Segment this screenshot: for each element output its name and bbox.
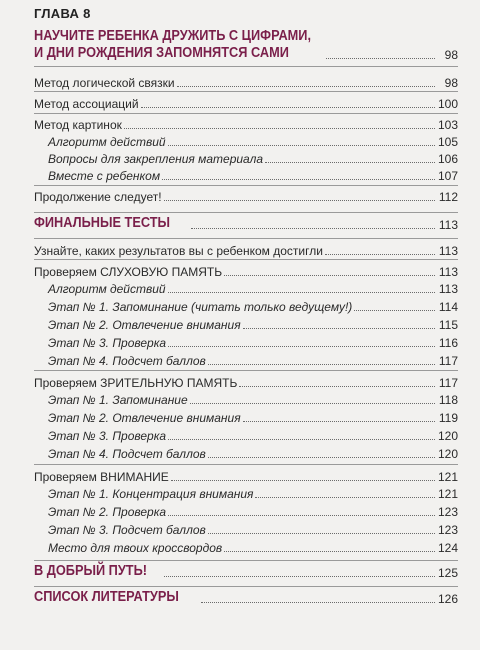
dot-leader [325, 254, 435, 255]
toc-page-number: 105 [437, 135, 458, 149]
toc-entry-text: Продолжение следует! [34, 190, 162, 204]
toc-entry-text: ФИНАЛЬНЫЕ ТЕСТЫ [34, 215, 171, 231]
toc-entry-text: В ДОБРЫЙ ПУТЬ! [34, 563, 147, 579]
toc-entry[interactable] [34, 72, 458, 90]
toc-entry-text: Вместе с ребенком [48, 169, 161, 183]
toc-entry-section[interactable] [34, 562, 458, 580]
divider [34, 259, 458, 260]
dot-leader [191, 228, 435, 229]
toc-entry-text: Этап № 4. Подсчет баллов [48, 354, 206, 368]
toc-entry[interactable] [34, 114, 458, 132]
divider [34, 238, 458, 239]
toc-entry-section[interactable] [34, 214, 458, 232]
toc-entry[interactable] [34, 443, 458, 461]
toc-entry-chapter-title[interactable] [34, 44, 458, 62]
toc-entry-text: И ДНИ РОЖДЕНИЯ ЗАПОМНЯТСЯ САМИ [34, 45, 289, 61]
toc-page-number: 113 [438, 244, 458, 258]
divider [34, 370, 458, 371]
dot-leader [265, 162, 435, 163]
toc-page-number: 115 [438, 318, 458, 332]
toc-entry-text: Метод ассоциаций [34, 97, 139, 111]
dot-leader [164, 200, 435, 201]
toc-entry[interactable] [34, 131, 458, 149]
dot-leader [224, 275, 435, 276]
toc-entry[interactable] [34, 261, 458, 279]
toc-page-number: 117 [438, 354, 458, 368]
toc-entry[interactable] [34, 332, 458, 350]
toc-entry[interactable] [34, 314, 458, 332]
toc-entry-text: Этап № 2. Отвлечение внимания [48, 318, 241, 332]
toc-entry[interactable] [34, 466, 458, 484]
toc-entry-text: Место для твоих кроссвордов [48, 541, 223, 555]
toc-entry[interactable] [34, 389, 458, 407]
toc-entry-text: Алгоритм действий [48, 282, 166, 296]
toc-entry-text: Этап № 1. Запоминание [48, 393, 188, 407]
dot-leader [243, 421, 435, 422]
toc-entry[interactable] [34, 501, 458, 519]
toc-page-number: 126 [437, 592, 458, 606]
divider [34, 560, 458, 561]
chapter-title [34, 28, 458, 45]
toc-page-number: 113 [438, 218, 458, 232]
dot-leader [326, 58, 435, 59]
dot-leader [190, 403, 435, 404]
toc-page-number: 118 [438, 393, 458, 407]
toc-entry-text: Узнайте, каких результатов вы с ребенком достигли [34, 244, 323, 258]
toc-entry[interactable] [34, 372, 458, 390]
dot-leader [224, 551, 435, 552]
toc-entry[interactable] [34, 519, 458, 537]
toc-entry[interactable] [34, 165, 458, 183]
toc-entry-text: Проверяем ВНИМАНИЕ [34, 470, 169, 484]
toc-entry-text: Этап № 3. Проверка [48, 429, 167, 443]
toc-entry-text: Проверяем ЗРИТЕЛЬНУЮ ПАМЯТЬ [34, 376, 238, 390]
toc-page-number: 121 [437, 487, 458, 501]
toc-entry-text: Вопросы для закрепления материала [48, 152, 264, 166]
toc-page-number: 120 [437, 429, 458, 443]
dot-leader [168, 145, 435, 146]
toc-page-number: 98 [444, 48, 458, 62]
chapter-title-line1: НАУЧИТЕ РЕБЕНКА ДРУЖИТЬ С ЦИФРАМИ, [34, 28, 312, 44]
toc-entry-text: Этап № 2. Отвлечение внимания [48, 411, 241, 425]
dot-leader [168, 346, 435, 347]
toc-entry-text: Алгоритм действий [48, 135, 166, 149]
toc-entry[interactable] [34, 425, 458, 443]
chapter-label: ГЛАВА 8 [34, 6, 91, 21]
toc-entry-text: Проверяем СЛУХОВУЮ ПАМЯТЬ [34, 265, 223, 279]
toc-entry-text: Этап № 1. Запоминание (читать только ведущему!) [48, 300, 353, 314]
toc-entry[interactable] [34, 93, 458, 111]
toc-page-number: 124 [437, 541, 458, 555]
dot-leader [177, 86, 435, 87]
divider [34, 212, 458, 213]
toc-page-number: 114 [438, 300, 458, 314]
divider [34, 586, 458, 587]
toc-entry-text: Метод логической связки [34, 76, 175, 90]
toc-entry[interactable] [34, 296, 458, 314]
dot-leader [208, 364, 435, 365]
toc-page-number: 119 [438, 411, 458, 425]
toc-page-number: 100 [437, 97, 458, 111]
dot-leader [171, 480, 435, 481]
dot-leader [208, 457, 435, 458]
toc-page-number: 107 [437, 169, 458, 183]
toc-page-number: 106 [437, 152, 458, 166]
toc-entry-text: СПИСОК ЛИТЕРАТУРЫ [34, 589, 179, 605]
toc-page-number: 117 [438, 376, 458, 390]
dot-leader [162, 179, 435, 180]
toc-entry-text: Этап № 3. Проверка [48, 336, 167, 350]
dot-leader [168, 515, 435, 516]
toc-entry-text: Этап № 2. Проверка [48, 505, 167, 519]
divider [34, 464, 458, 465]
toc-entry-section[interactable] [34, 588, 458, 606]
toc-entry-text: Этап № 3. Подсчет баллов [48, 523, 206, 537]
toc-page-number: 125 [437, 566, 458, 580]
dot-leader [168, 292, 435, 293]
dot-leader [168, 439, 435, 440]
toc-entry[interactable] [34, 240, 458, 258]
toc-entry[interactable] [34, 483, 458, 501]
toc-page-number: 116 [438, 336, 458, 350]
dot-leader [208, 533, 435, 534]
dot-leader [255, 497, 435, 498]
dot-leader [239, 386, 435, 387]
toc-entry[interactable] [34, 350, 458, 368]
toc-page-number: 113 [438, 265, 458, 279]
dot-leader [243, 328, 435, 329]
toc-entry[interactable] [34, 278, 458, 296]
toc-page-number: 120 [437, 447, 458, 461]
toc-entry-text: Метод картинок [34, 118, 122, 132]
toc-entry-text: Этап № 4. Подсчет баллов [48, 447, 206, 461]
toc-page-number: 98 [444, 76, 458, 90]
dot-leader [141, 107, 435, 108]
toc-entry[interactable] [34, 407, 458, 425]
toc-entry-text: Этап № 1. Концентрация внимания [48, 487, 254, 501]
dot-leader [164, 576, 435, 577]
toc-entry[interactable] [34, 537, 458, 555]
toc-page-number: 112 [438, 190, 458, 204]
toc-page-number: 123 [437, 523, 458, 537]
divider [34, 91, 458, 92]
toc-page-number: 103 [437, 118, 458, 132]
dot-leader [354, 310, 435, 311]
toc-page-number: 121 [437, 470, 458, 484]
toc-entry[interactable] [34, 148, 458, 166]
divider [34, 66, 458, 67]
toc-page-number: 123 [437, 505, 458, 519]
dot-leader [124, 128, 435, 129]
toc-page-number: 113 [438, 282, 458, 296]
toc-entry[interactable] [34, 186, 458, 204]
dot-leader [201, 602, 435, 603]
